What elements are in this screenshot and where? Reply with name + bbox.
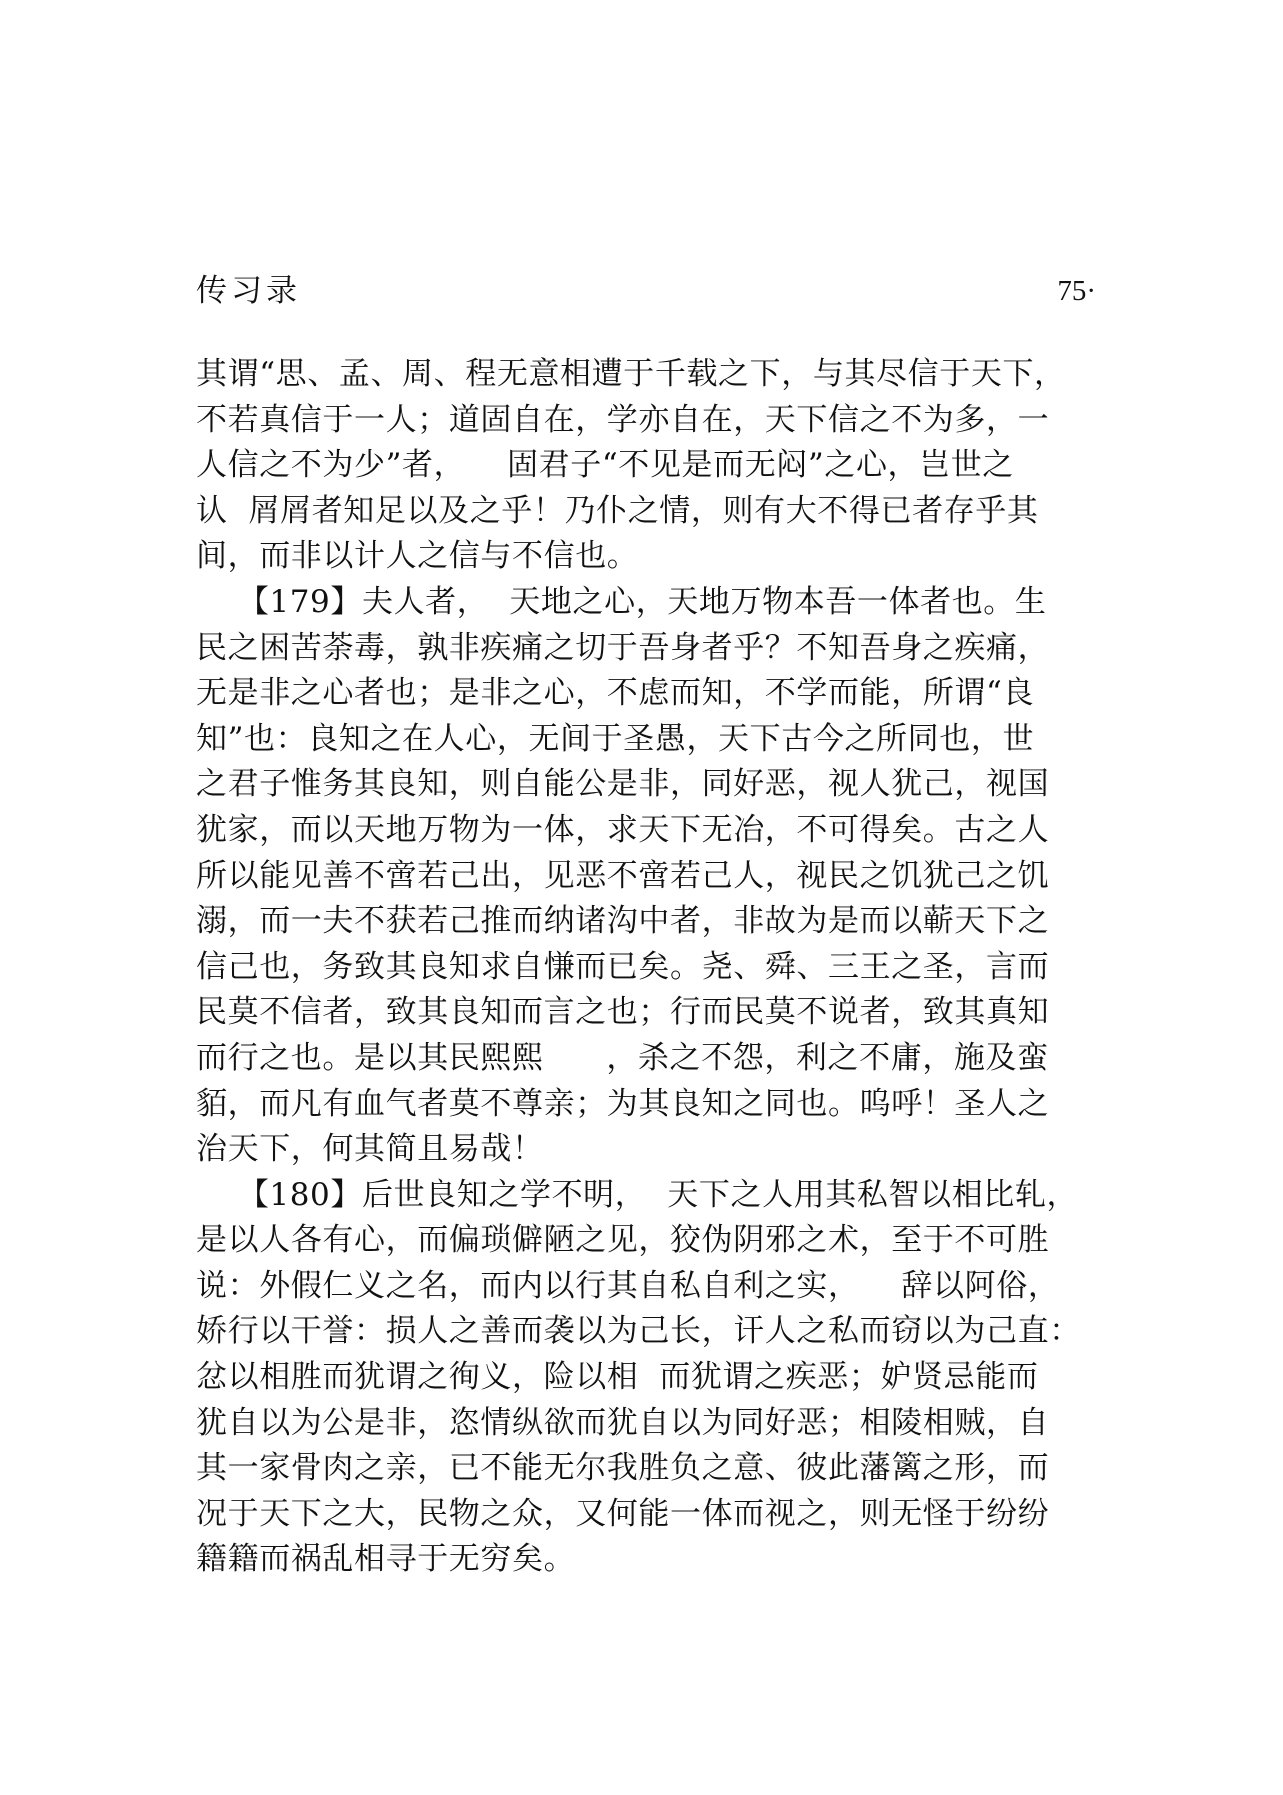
paragraph-180-start: 【180】后世良知之学不明， 天下之人用其私智以相比轧，: [196, 1176, 1079, 1213]
text-line: 犹自以为公是非，恣情纵欲而犹自以为同好恶；相陵相贼，自: [196, 1404, 1050, 1441]
body-text: [196, 352, 1106, 1583]
text-line: 不若真信于一人；道固自在，学亦自在，天下信之不为多，一: [196, 401, 1050, 438]
text-line: 是以人各有心，而偏琐僻陋之见，狡伪阴邪之术，至于不可胜: [196, 1222, 1050, 1259]
text-line: 籍籍而祸乱相寻于无穷矣。: [196, 1541, 576, 1578]
text-line: 其一家骨肉之亲，已不能无尔我胜负之意、彼此藩篱之形，而: [196, 1450, 1050, 1487]
book-title: 传习录: [196, 273, 301, 309]
text-line: 貊，而凡有血气者莫不尊亲；为其良知之同也。呜呼！圣人之: [196, 1085, 1050, 1122]
text-line: 其谓“思、孟、周、程无意相遭于千载之下，与其尽信于天下，: [196, 356, 1066, 392]
text-line: 人信之不为少”者， 固君子“不见是而无闷”之心，岂世之: [196, 447, 1014, 484]
text-line: 况于天下之大，民物之众，又何能一体而视之，则无怪于纷纷: [196, 1495, 1050, 1532]
paragraph-179-start: 【179】夫人者， 天地之心，天地万物本吾一体者也。生: [196, 583, 1047, 620]
text-line: 说：外假仁义之名，而内以行其自私自利之实， 辞以阿俗，: [196, 1267, 1060, 1304]
text-line: 娇行以干誉：损人之善而袭以为己长，讦人之私而窃以为己直：: [196, 1313, 1081, 1350]
text-line: 知”也：良知之在人心，无间于圣愚，天下古今之所同也，世: [196, 720, 1035, 757]
text-line: 民之困苦荼毒，孰非疾痛之切于吾身者乎？不知吾身之疾痛，: [196, 629, 1050, 666]
text-line: 间，而非以计人之信与不信也。: [196, 538, 639, 575]
text-line: 认 屑屑者知足以及之乎！乃仆之情，则有大不得已者存乎其: [196, 492, 1039, 529]
page-header: [196, 268, 1096, 314]
text-line: 民莫不信者，致其良知而言之也；行而民莫不说者，致其真知: [196, 994, 1050, 1031]
text-line: 而行之也。是以其民熙熙 ，杀之不怨，利之不庸，施及蛮: [196, 1039, 1049, 1076]
text-line: 无是非之心者也；是非之心，不虑而知，不学而能，所谓“良: [196, 675, 1035, 712]
text-line: 信己也，务致其良知求自慊而已矣。尧、舜、三王之圣，言而: [196, 948, 1050, 985]
text-line: 溺，而一夫不获若己推而纳诸沟中者，非故为是而以蕲天下之: [196, 903, 1050, 940]
page-number: 75·: [1057, 275, 1096, 307]
text-line: 治天下，何其简且易哉！: [196, 1131, 544, 1168]
text-line: 忿以相胜而犹谓之徇义，险以相 而犹谓之疾恶；妒贤忌能而: [196, 1359, 1039, 1396]
text-line: 犹家，而以天地万物为一体，求天下无冶，不可得矣。古之人: [196, 811, 1050, 848]
text-line: 之君子惟务其良知，则自能公是非，同好恶，视人犹己，视国: [196, 766, 1050, 803]
text-line: 所以能见善不啻若己出，见恶不啻若己人，视民之饥犹己之饥: [196, 857, 1050, 894]
